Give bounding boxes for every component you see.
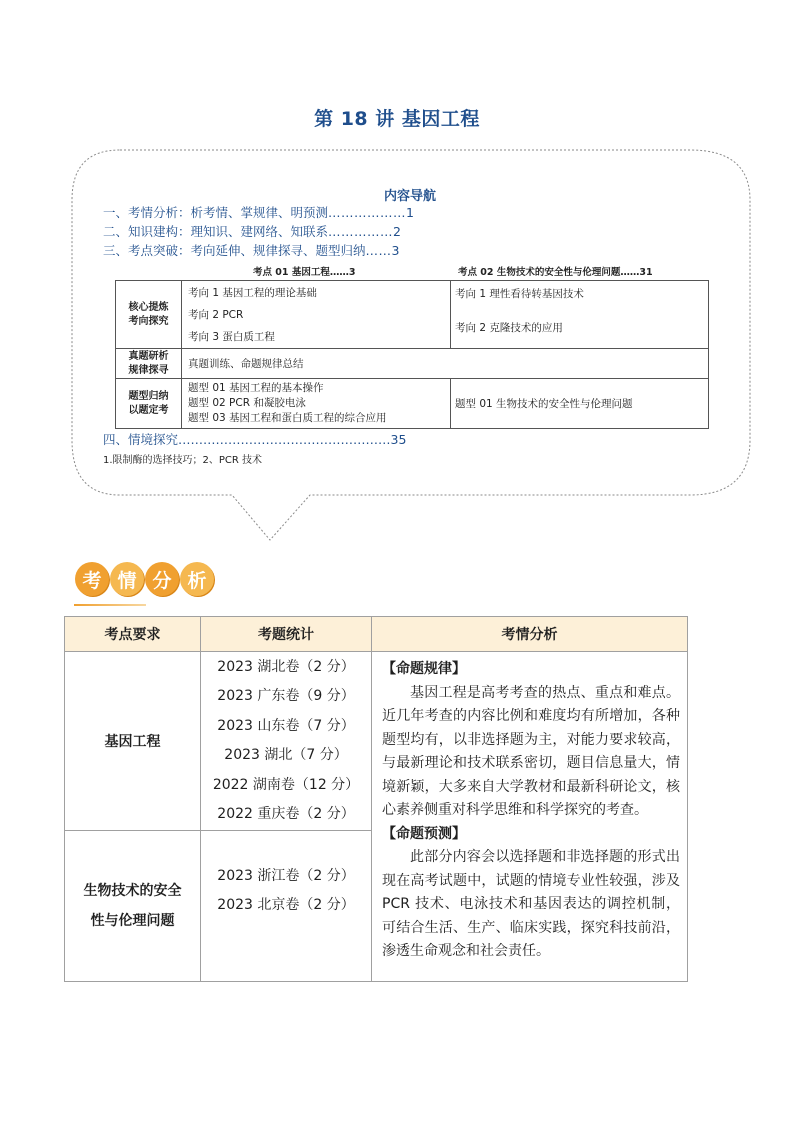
row-head (116, 379, 182, 429)
nav-link[interactable]: 题型 03 基因工程和蛋白质工程的综合应用 (188, 412, 387, 424)
forecast-text: 此部分内容会以选择题和非选择题的形式出现在高考试题中，试题的情境专业性较强，涉及 PCR 技术、电泳技术和基因表达的调控机制，可结合生活、生产、临床实践，探究科技前沿，渗透生命观念和社会责任。 (382, 849, 680, 959)
topic-line: 性与伦理问题 (90, 913, 175, 930)
header-analysis: 考情分析 (372, 617, 688, 652)
stat-item: 2023 湖北（7 分） (224, 747, 348, 764)
page-title: 第 18 讲 基因工程 (314, 108, 480, 130)
stat-item: 2022 重庆卷（2 分） (217, 806, 355, 823)
kaodian-02-header[interactable]: 考点 02 生物技术的安全性与伦理问题……31 (458, 267, 653, 278)
row-head-line: 以题定考 (128, 404, 169, 416)
stats-cell (201, 831, 372, 982)
nav-cell-left (182, 349, 709, 379)
banner-char: 析 (180, 562, 214, 596)
stats-cell (201, 652, 372, 831)
toc-item-4[interactable] (103, 430, 406, 448)
stat-item: 2023 湖北卷（2 分） (217, 659, 355, 675)
nav-cell-left (182, 281, 451, 349)
nav-link[interactable]: 考向 2 克隆技术的应用 (455, 322, 563, 334)
nav-link[interactable]: 考向 2 PCR (188, 308, 244, 321)
banner-underline (74, 604, 146, 606)
toc-page: 35 (390, 432, 407, 447)
toc-item-1[interactable] (103, 204, 414, 221)
toc-page: 1 (406, 205, 414, 220)
table-row (65, 652, 688, 831)
nav-cell-left (182, 379, 451, 429)
kaodian-01-header[interactable]: 考点 01 基因工程……3 (253, 267, 356, 278)
row-head-line: 规律探寻 (128, 364, 169, 376)
nav-link[interactable]: 题型 02 PCR 和凝胶电泳 (188, 397, 306, 409)
rule-text: 基因工程是高考考查的热点、重点和难点。近几年考查的内容比例和难度均有所增加，各种题型均有，以非选择题为主，对能力要求较高，与最新理论和技术联系密切，题目信息量大，情境新颖，大多来自大学教材和最新科研论文，核心素养侧重对科学思维和科学探究的考查。 (382, 684, 680, 818)
row-head-line: 考向探究 (128, 315, 169, 327)
table-header-row (65, 617, 688, 652)
nav-link[interactable]: 题型 01 生物技术的安全性与伦理问题 (455, 398, 633, 410)
toc-item-2[interactable] (103, 223, 401, 240)
banner-char: 考 (75, 562, 109, 596)
nav-link[interactable]: 考向 1 理性看待转基因技术 (455, 288, 584, 300)
nav-cell-right (451, 379, 709, 429)
toc-dots: …………… (328, 224, 394, 239)
nav-link[interactable]: 题型 01 基因工程的基本操作 (188, 382, 324, 394)
nav-heading: 内容导航 (384, 189, 437, 204)
stat-item: 2023 广东卷（9 分） (217, 688, 355, 705)
stat-item: 2023 浙江卷（2 分） (217, 868, 355, 885)
nav-link[interactable]: 真题训练、命题规律总结 (188, 358, 304, 370)
stat-item: 2023 北京卷（2 分） (217, 897, 355, 914)
nav-link[interactable]: 考向 3 蛋白质工程 (188, 330, 275, 343)
topic-line: 生物技术的安全 (83, 883, 182, 900)
section-banner-exam-analysis (75, 562, 215, 600)
toc-label: 四、情境探究 (103, 432, 179, 447)
row-head-line: 核心提炼 (128, 301, 169, 313)
nav-cell-right (451, 281, 709, 349)
row-head (116, 281, 182, 349)
nav-row-question-types (116, 379, 709, 429)
row-head (116, 349, 182, 379)
nav-link[interactable]: 考向 1 基因工程的理论基础 (188, 286, 317, 299)
topic-cell (65, 831, 201, 982)
toc-dots: …… (365, 243, 392, 258)
toc-label: 二、知识建构：理知识、建网络、知联系 (103, 224, 329, 239)
navigation-table (115, 280, 709, 429)
toc-item-3[interactable] (103, 242, 399, 259)
topic-cell: 基因工程 (65, 652, 201, 831)
header-statistics: 考题统计 (201, 617, 372, 652)
forecast-label: 【命题预测】 (382, 825, 466, 842)
nav-row-real-exam (116, 349, 709, 379)
header-requirement: 考点要求 (65, 617, 201, 652)
toc-dots: ……………… (328, 205, 407, 220)
banner-char: 情 (110, 562, 144, 596)
analysis-cell (372, 652, 688, 982)
toc-dots: …………………………………………… (178, 432, 391, 447)
stat-item: 2023 山东卷（7 分） (217, 717, 355, 734)
stat-item: 2022 湖南卷（12 分） (212, 776, 360, 793)
row-head-line: 真题研析 (128, 350, 169, 362)
toc-label: 一、考情分析：析考情、掌规律、明预测 (103, 205, 329, 220)
toc-sub-items: 1.限制酶的选择技巧；2、PCR 技术 (103, 455, 263, 466)
toc-label: 三、考点突破：考向延伸、规律探寻、题型归纳 (103, 243, 366, 258)
banner-char: 分 (145, 562, 179, 596)
row-head-line: 题型归纳 (128, 390, 169, 402)
toc-page: 3 (391, 243, 400, 258)
rule-label: 【命题规律】 (382, 661, 466, 677)
exam-analysis-table (64, 616, 688, 982)
stats-spacer (202, 921, 370, 951)
nav-row-core (116, 281, 709, 349)
toc-page: 2 (393, 224, 401, 239)
